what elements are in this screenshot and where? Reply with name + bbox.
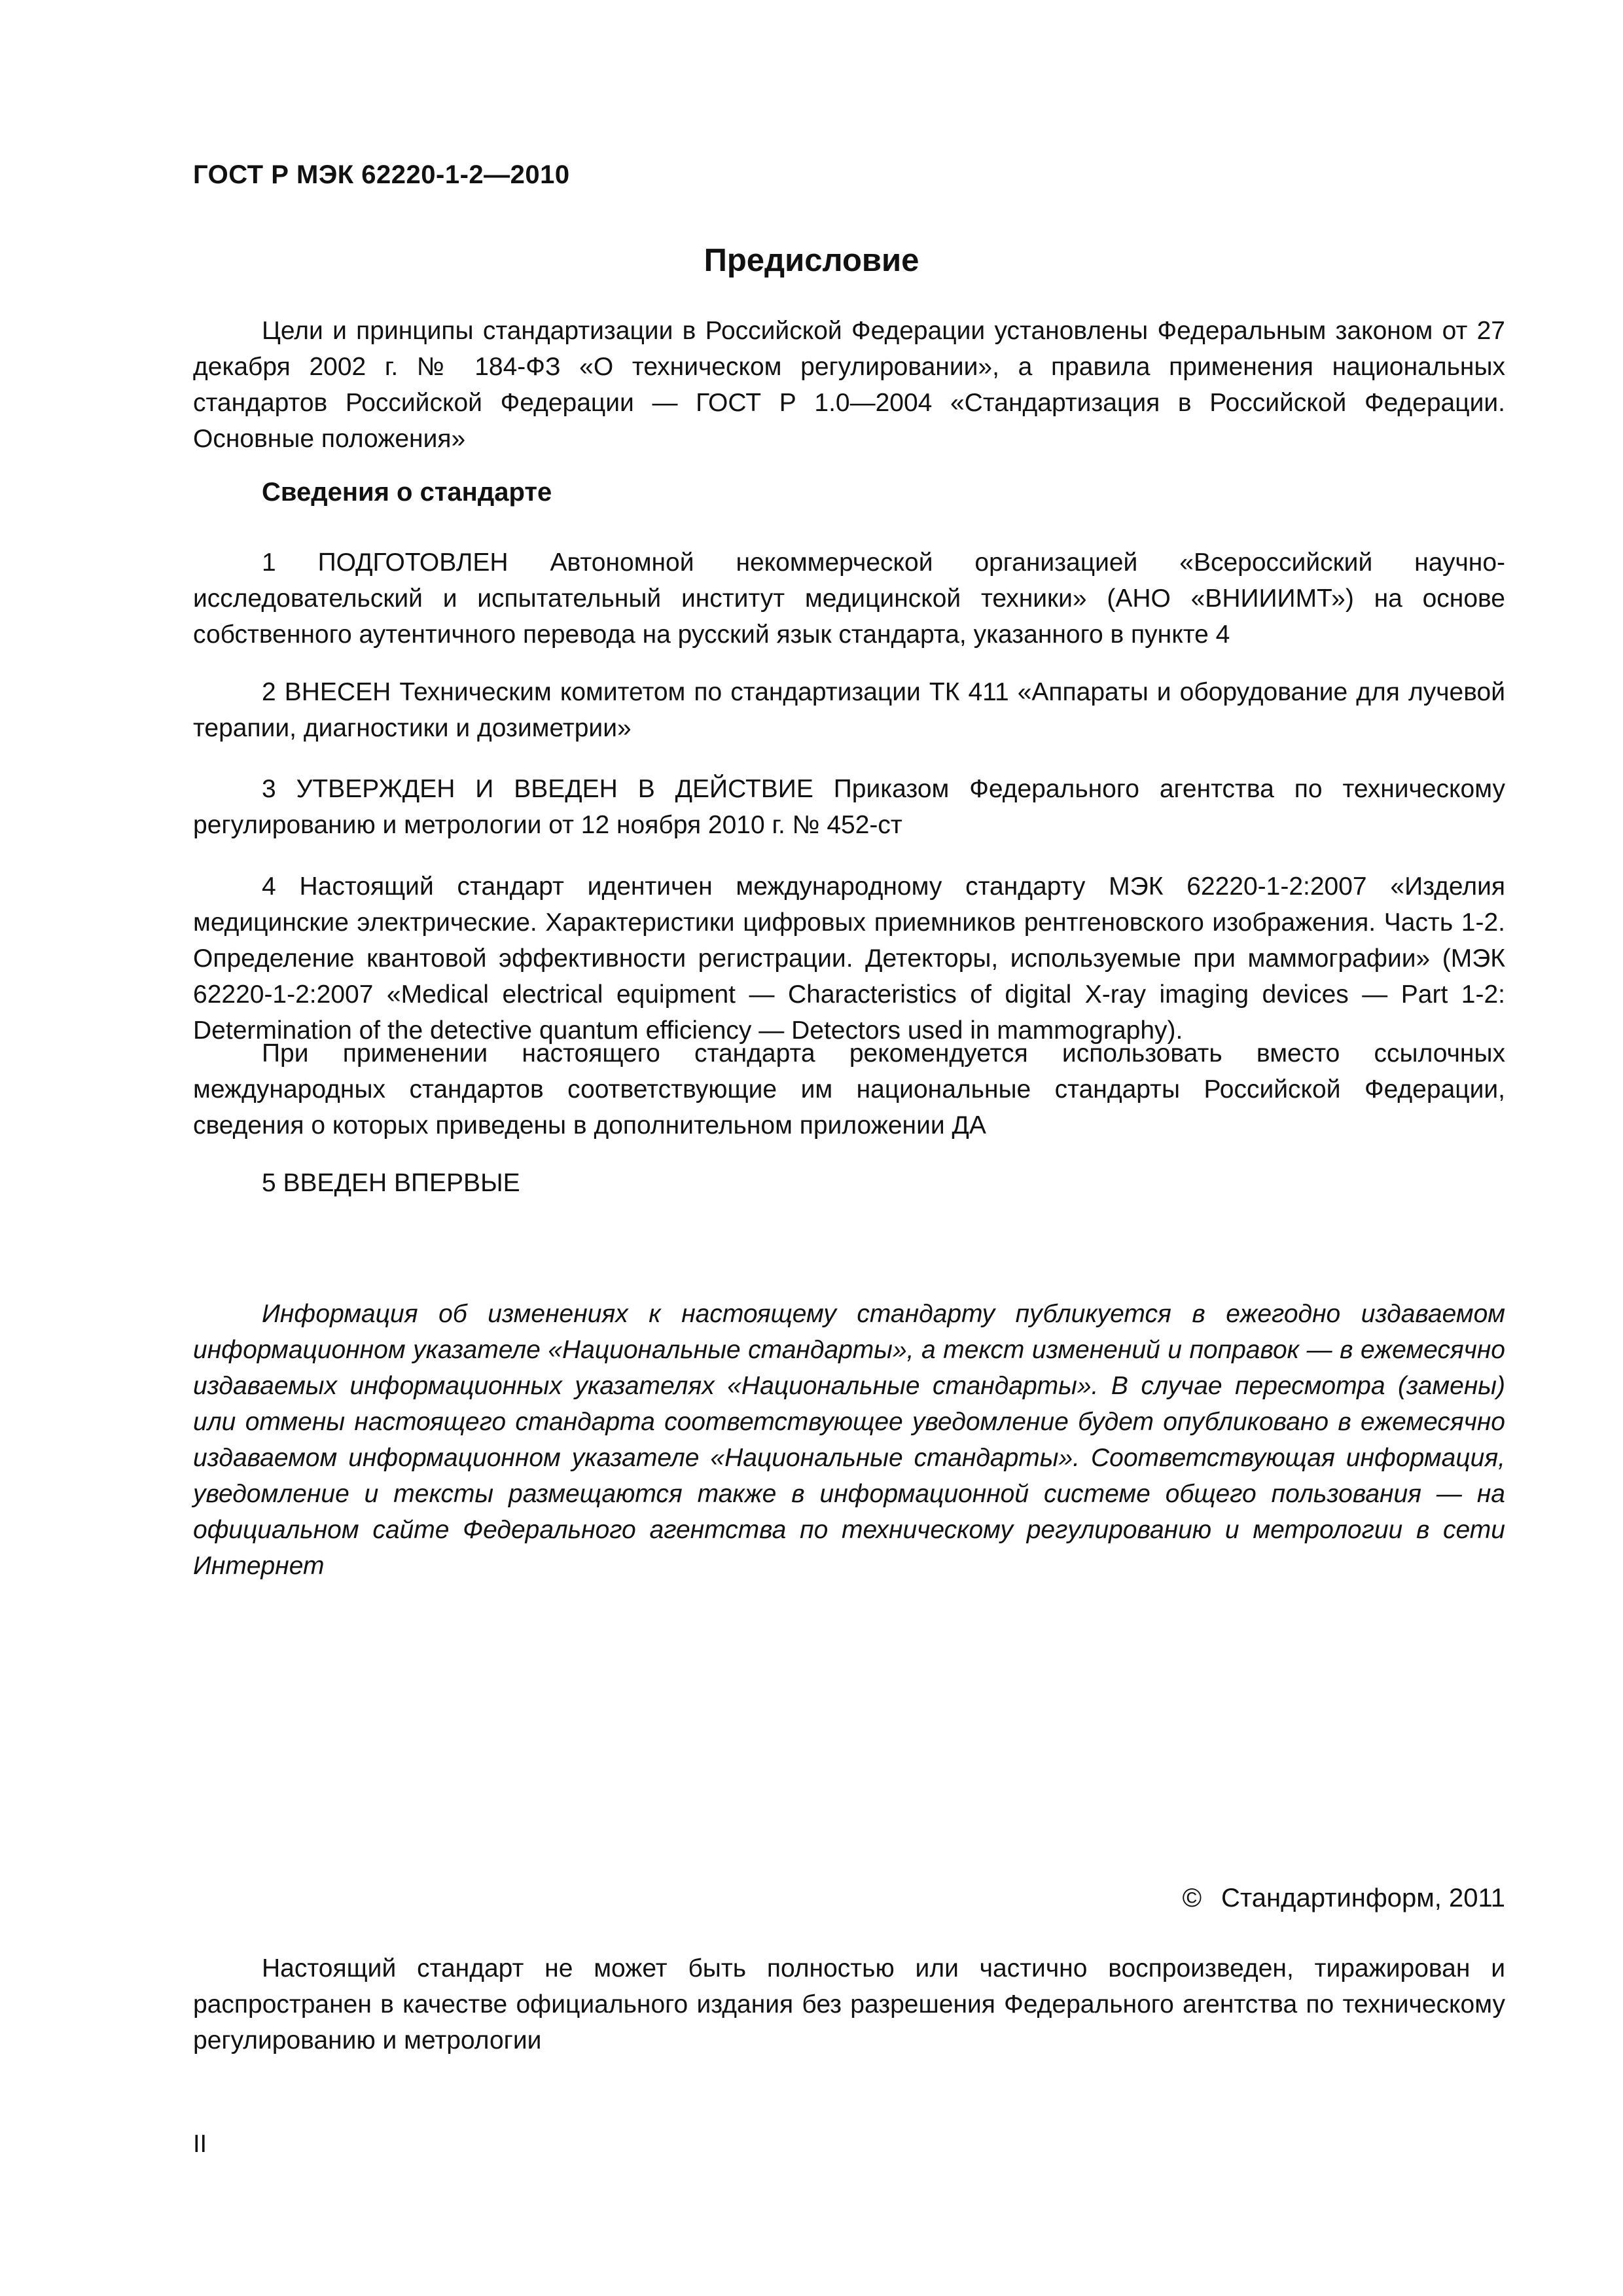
copyright-symbol: © <box>1182 1884 1202 1912</box>
item-2-paragraph: 2 ВНЕСЕН Техническим комитетом по стандартизации ТК 411 «Аппараты и оборудование для лучевой терапии, диагностики и дозиметрии» <box>193 678 1505 742</box>
item-3-paragraph: 3 УТВЕРЖДЕН И ВВЕДЕН В ДЕЙСТВИЕ Приказом Федерального агентства по техническому регулированию и метрологии от 12 ноября 2010 г. № 452-ст <box>193 775 1505 839</box>
intro-paragraph: Цели и принципы стандартизации в Российской Федерации установлены Федеральным законом от 27 декабря 2002 г. № 184-ФЗ «О техническом регулировании», а правила применения национальных стандартов Российской Федерации — ГОСТ Р 1.0—2004 «Стандартизация в Российской Федерации. Основные положения» <box>193 317 1505 453</box>
copyright-text: Стандартинформ, 2011 <box>1221 1884 1505 1912</box>
section-heading: Сведения о стандарте <box>262 478 552 507</box>
item-1-paragraph: 1 ПОДГОТОВЛЕН Автономной некоммерческой организацией «Всероссийский научно-исследовательский и испытательный институт медицинской техники» (АНО «ВНИИИМТ») на основе собственного аутентичного перевода на русский язык стандарта, указанного в пункте 4 <box>193 548 1505 649</box>
copyright-line <box>1183 1884 1505 1913</box>
document-code: ГОСТ Р МЭК 62220-1-2—2010 <box>193 160 570 189</box>
item-4-note-paragraph: При применении настоящего стандарта рекомендуется использовать вместо ссылочных международных стандартов соответствующие им национальные стандарты Российской Федерации, сведения о которых приведены в дополнительном приложении ДА <box>193 1039 1505 1139</box>
page-number: II <box>193 2130 207 2158</box>
item-5-paragraph: 5 ВВЕДЕН ВПЕРВЫЕ <box>262 1169 520 1197</box>
reproduction-notice-paragraph: Настоящий стандарт не может быть полностью или частично воспроизведен, тиражирован и распространен в качестве официального издания без разрешения Федерального агентства по техническому регулированию и метрологии <box>193 1954 1505 2054</box>
changes-notice-paragraph: Информация об изменениях к настоящему стандарту публикуется в ежегодно издаваемом информационном указателе «Национальные стандарты», а текст изменений и поправок — в ежемесячно издаваемых информационных указателях «Национальные стандарты». В случае пересмотра (замены) или отмены настоящего стандарта соответствующее уведомление будет опубликовано в ежемесячно издаваемом информационном указателе «Национальные стандарты». Соответствующая информация, уведомление и тексты размещаются также в информационной системе общего пользования — на официальном сайте Федерального агентства по техническому регулированию и метрологии в сети Интернет <box>193 1300 1505 1580</box>
page-title: Предисловие <box>704 243 919 278</box>
item-4-paragraph: 4 Настоящий стандарт идентичен международному стандарту МЭК 62220-1-2:2007 «Изделия медицинские электрические. Характеристики цифровых приемников рентгеновского изображения. Часть 1-2. Определение квантовой эффективности регистрации. Детекторы, используемые при маммографии» (МЭК 62220-1-2:2007 «Medical electrical equipment — Characteristics of digital X-ray imaging devices — Part 1-2: Determination of the detective quantum efficiency — Detectors used in mammography). <box>193 872 1505 1045</box>
